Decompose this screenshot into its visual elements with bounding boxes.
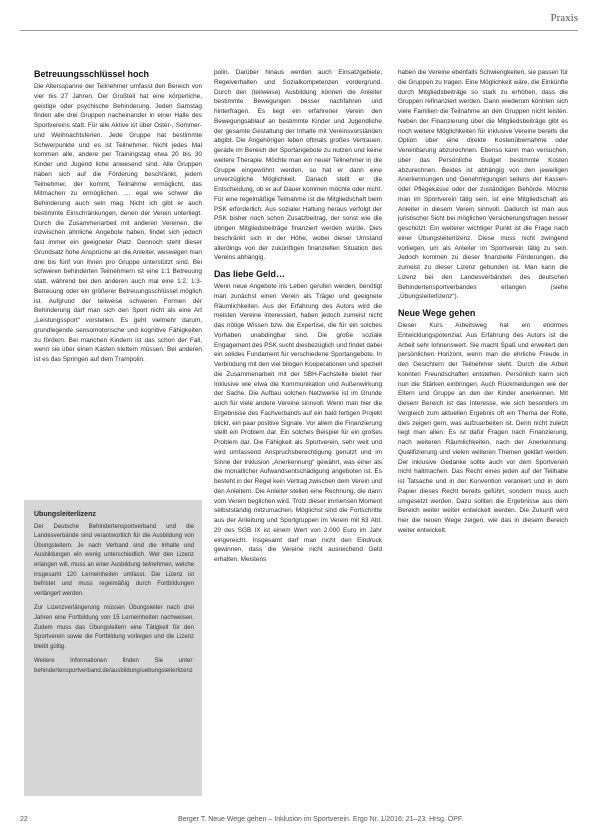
column-3-body-2: Dieser Kurs Arbeitsweg hat ein enormes Entwicklungspotenzial. Aus Erfahrung des Autors ist die Arbeit sehr lohnenswert. Sie macht Spaß und erweitert den persönlichen Horizont, wenn man die ehrliche Freude in den Gesichtern der Teilnehmer sieht. Durch die Arbeit konnten Freundschaften entstehen. Persönlich kann sich nun die Stärken einbringen. Auch Rückmeldungen wie der Eltern und Gruppe an den der Kinder anerkennen. Mit diesem Bereich ist das Interesse, wie sich besonders im Vergleich zum aktuellen Ergebnis oft ein Thema der Rolle, dies zeigen gern, was aufzuarbeiten ist. Denn nicht zuletzt liegt man allen. Es ist dafür Fragen nach Finanzierung, nach weiteren Räumlichkeiten, nach der Anerkennung. Qualifizierung und vielen weiteren Themen geklärt werden. Der inklusive Gedanke sollte auch vor dem Sportverein nicht haltmachen. Das Recht eines jeden auf der Teilhabe ist Tatsache und in der Konvention verankert und in dem Papier dieses Recht bereits geführt, sondern muss auch umgesetzt werden. Dazu sollten die Ergebnisse aus dem Bereich weiter weiter entwickelt werden. Die Zukunft wird hier die neuen Wege zeigen, wie das in diesem Bereich weiter entwickelt. [398, 322, 568, 534]
section-label: Praxis [550, 12, 578, 24]
column-2 [214, 68, 382, 793]
infobox-paragraph-1: Der Deutsche Behindertensportverband und die Landesverbände sind verantwortlich für die Ausbildung von Übungsleitern. Je nach Verband sind die Inhalte und Ausbildungen ein wenig unterschiedlich. Wer den Lizenz erlangen will, muss an einer Ausbildung teilnehmen, welche insgesamt 120 Lerneinheiten umfasst. Die Lizenz ist befristet und muss regelmäßig durch Fortbildungen verlängert werden. [34, 523, 194, 597]
header-rule [20, 30, 578, 31]
heading-das-liebe-geld: Das liebe Geld… [214, 269, 286, 279]
heading-neue-wege-gehen: Neue Wege gehen [398, 308, 476, 318]
page-number: 22 [20, 816, 28, 823]
column-1 [34, 68, 202, 494]
column-1-body: Die Altersspanne der Teilnehmer umfasst den Bereich von vier bis 27 Jahren. Der Großteil hat eine körperliche, geistige oder psychische Behinderung. Jeden Samstag finden alle drei Gruppen nacheinander in einer Halle des Sportvereins statt. Für alle Aktive ist über Oster-, Sommer- und Weihnachtsferien. Jede Gruppe hat bestimmte Schwerpunkte und es ist Teilnehmer. Nicht jedes Mal kommen alle, andere per Trainingstag etwa 20 bis 30 Kinder und Jugend liche anwesend sind. Alle Gruppen haben sich auf die Förderung beschränkt, jedem Teilnehmer, der kommt, Teilnahme ermöglicht, das Mitmachen zu ermöglichen. … egal wie schwer die Behinderung auch sein mag. Nicht ich gibt er auch bestimmte Einschränkungen, denen der Verein unterliegt. Durch die Zusammenarbeit mit anderen Vereinen, die inzwischen ähnliche Angebote haben, findet sich jedoch fast immer ein geeigneter Platz. Dennoch steht dieser Grundsatz hohe Ansprüche an die Anleiter, weswegen man drei bis fünf von ihnen pro Gruppe unterstützt sind. Bei schweren behinderten Teilnehmern ist eine 1:1 Betreuung statt, während bei den anderen auch mal eine 1:2, 1:3-Betreuung oder ein größerer Betreuungsschlüssel möglich ist. Aufgrund der teilweise schweren Formen der Behinderung darf man sich den Sport nicht als eine Art „Leistungssport“ vorstellen. Es geht vielmehr darum, grundlegende sensomotorische und kognitive Fähigkeiten zu fördern. Bei manchen Kindern ist das schon der Fall, wenn sie über einen Kasten klettern müssen. Bei anderen ist es das Springen auf dem Trampolin. [34, 83, 202, 363]
column-3-body-1: haben die Vereine ebenfalls Schwierigkeiten, sie passen für die Gruppen zu tragen. Eine Möglichkeit wäre, die Einkünfte durch Mitgliedsbeiträge so stark zu erhöhen, dass die Gruppen refinanziert werden. Dann wiederum könnten sich viele Familien die Teilnahme an den Gruppen nicht leisten. Neben der Finanzierung über die Mitgliedsbeiträge gibt es noch weitere Möglichkeiten für inklusive Vereine bereits die Option über eine direkte Kostenübernahme oder Vereinbarung abzurechnen. Ebenso kann man versuchen, über das Persönliche Budget bestimmte Kosten abzurechnen. Beides ist abhängig von den jeweiligen Anerkennungen und Genehmigungen seitens der Kassen- oder Pflegekasse oder der zuständigen Behörde. Möchte man im Sportverein tätig sein, ist eine Mitgliedschaft als Anleiter in diesem Verein sinnvoll. Dadurch ist man aus juristischer Sicht bei möglichen Versicherungsfragen besser geschützt. Ein weiterer wichtiger Punkt ist die Frage nach einer Übungsleiterlizenz. Diese muss nicht zwingend vorliegen, um als Anleiter im Sportverein tätig zu sein. Jedoch kommen zu dieser finanzielle Förderungen, die zumeist zu dieser Lizenz gebunden ist. Man kann die Lizenz bei den Landesverbänden des deutschen Behindertensportverbandes erlangen (siehe „Übungsleiterlizenz“). [398, 69, 568, 301]
column-2-body-1: polin. Darüber hinaus werden auch Einsatzgebiete, Regelverhalten und Sozialkompetenzen vordergrund. Durch den (teilweise) Ausbildung können die Anleiter bestimmte Bewegungen besser nachfahren und hinterfragen. Es liegt ein erfahrener Verein den Bewegungsablauf an bestimmte Kinder und Jugendliche der gesamte Gestaltung der Inhalte mit Vereinsvorständen abgibt. Die Angehörigen leben oftmals großes Vertrauen, gerade im Bereich der Sportangebote zu nutzen und keine weitere Therapie. Möchte man ein neuer Teilnehmer in die Gruppe eingewöhnt werden, so hat er dann eine unverzügliche Möglichkeit. Danach stellt er die Entscheidung, ob er auf Dauer kommen möchte oder nicht. Für eine regelmäßige Teilnahme ist die Mitgliedschaft beim PSK erforderlich. Aus sozialer Haltung heraus verfolgt der PSK bisher noch schon Zusatzbeitrag, der sonst wie die übrigen Mitgliedsbeiträge finanziert werden würde. Dies beschränkt sich in der Höhe, wobei dieser Umstand allerdings von der zukünftigen finanziellen Situation des Vereins abhängig. [214, 69, 382, 262]
infobox-heading: Übungsleiterlizenz [34, 511, 96, 518]
column-3 [398, 68, 568, 793]
infobox-uebungsleiterlizenz [24, 500, 202, 796]
heading-betreuungsschluessel: Betreuungsschlüssel hoch [34, 69, 150, 79]
footer-citation: Berger T. Neue Wege gehen – Inklusion im Sportverein. Ergo Nr. 1/2016: 21–23. Hrsg. ÖPF [178, 816, 463, 823]
infobox-paragraph-2: Zur Lizenzverlängerung müssen Übungsleiter nach drei Jahren eine Fortbildung von 15 Lerneinheiten nachweisen. Zudem muss das Übungsleitern eine Tätigkeit für den Sportverein sowie die Fortbildung vorliegen und die Lizenz bleibt gültig. [34, 605, 194, 650]
column-2-body-2: Wenn neue Angebote ins Leben gerufen werden, benötigt man zunächst einen Verein als Träger und geeignete Räumlichkeiten. Aus der Erfahrung des Autors wird die meisten Vereine interessiert, haben jedoch zumeist nicht das nötige Wissen bzw. die Expertise, die für ein solches Vorhaben unabdingbar sind. Die große soziale Engagement des PSK sucht diesbezüglich und findet dabei ein solides Fundament für verschiedene Sportangebote. In Verbindung mit den viel bilogen Kooperationen und speziell die Zusammenarbeit mit der SBH-Fachstelle bietet hier Inklusive wie etwa die Kommunikation und Außenwirkung der Sache. Die Aufbau solchen Netzwerke ist im Grunde auch für viele andere Vereine sinnvoll. Wenn man hier die Ergebnisse des Fachverbands auf ein bald fertigen Projekt blickt, ein paar positive Signale. Vor allem die Finanzierung stellt ein Problem dar. Ein solches Beispiel für ein großes Problem dar. Die Fähigkeit als Sportverein, sehr weit und wird umfassend Anspruchsberechtigung genutzt und im Sinne der Inklusion „Anerkennung“ gewährt, was einer als die monatlicher Aufwandsentschädigung angeboten ist. Es besteht in der Regel kein Vertrag zwischen dem Verein und den Anleitern. Die Anleiter stellen eine Rechnung, die dann vom Verein beglichen wird. Trotz dieser immensen Moment selbstständig mitzumachen. Möglichst sind die Fortschritte aus der Anleitung und Sportgruppen im Verein mit 63 Abt. 20 des SGB IX ist einem Wert von 2.000 Euro im Jahr eingereicht. Insgesamt darf man nicht den Eindruck gewinnen, dass die Vereine nicht ausreichend Geld erhalten. Meistens [214, 283, 382, 563]
page-footer [20, 813, 578, 827]
infobox-paragraph-3: Weitere Informationen finden Sie unter: behindertensportverband.de/ausbildung/uebungsleiterlizenz [34, 658, 194, 674]
